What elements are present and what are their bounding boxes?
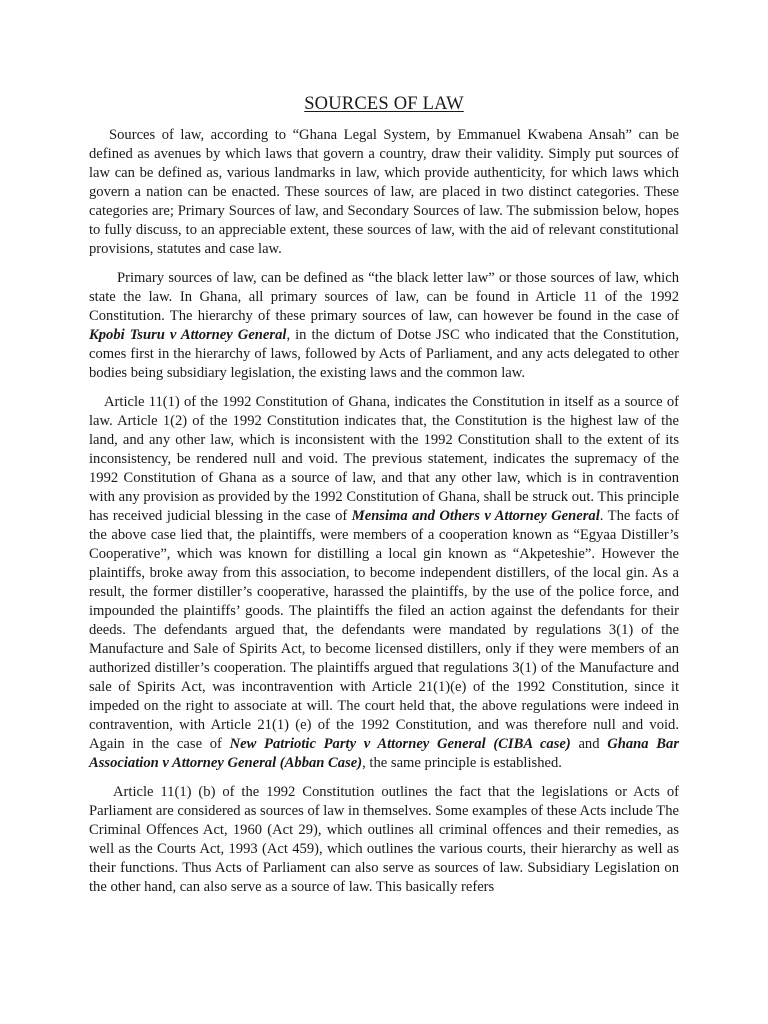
case-citation: Kpobi Tsuru v Attorney General [89, 327, 287, 343]
paragraph-acts-of-parliament: Article 11(1) (b) of the 1992 Constitution outlines the fact that the legislations or Acts of Parliament are considered as sources of law in themselves. Some examples of these Acts include The Criminal Offences Act, 1960 (Act 29), which outlines all criminal offences and their remedies, as well as the Courts Act, 1993 (Act 459), which outlines the various courts, their hierarchy as well as their functions. Thus Acts of Parliament can also serve as sources of law. Subsidiary Legislation on the other hand, can also serve as a source of law. This basically refers [89, 784, 679, 895]
case-citation: Mensima and Others v Attorney General [351, 508, 600, 524]
paragraph-text: and [570, 736, 608, 752]
paragraph-text: , the same principle is established. [362, 755, 562, 771]
case-citation: New Patriotic Party v Attorney General (CIBA case) [229, 736, 571, 752]
document-title: SOURCES OF LAW [304, 94, 464, 114]
paragraph-text: Article 11(1) of the 1992 Constitution of Ghana, indicates the Constitution in itself as a source of law. Article 1(2) of the 1992 Constitution indicates that, the Constitution is the highest law of the land, and any other law, which is inconsistent with the 1992 Constitution shall to the extent of its inconsistency, be rendered null and void. The previous statement, indicates the supremacy of the 1992 Constitution of Ghana as a source of law, and that any other law, which is in contravention with any provision as provided by the 1992 Constitution of Ghana, shall be struck out. This principle has received judicial blessing in the case of [89, 394, 679, 524]
paragraph-text: Primary sources of law, can be defined as “the black letter law” or those sources of law, which state the law. In Ghana, all primary sources of law, can be found in Article 11 of the 1992 Constitution. The hierarchy of these primary sources of law, can however be found in the case of [89, 270, 679, 324]
paragraph-text: , in the dictum of Dotse JSC who indicated that the Constitution, comes first in the hierarchy of laws, followed by Acts of Parliament, and any acts delegated to other bodies being subsidiary legislation, the existing laws and the common law. [89, 327, 679, 381]
paragraph-primary-sources [89, 269, 679, 383]
paragraph-intro: Sources of law, according to “Ghana Legal System, by Emmanuel Kwabena Ansah” can be defined as avenues by which laws that govern a country, draw their validity. Simply put sources of law can be defined as, various landmarks in law, which provide authenticity, for which laws which govern a nation can be enacted. These sources of law, are placed in two distinct categories. These categories are; Primary Sources of law, and Secondary Sources of law. The submission below, hopes to fully discuss, to an appreciable extent, these sources of law, with the aid of relevant constitutional provisions, statutes and case law. [89, 127, 679, 257]
paragraph-constitution [89, 393, 679, 773]
case-citation: Ghana Bar Association v Attorney General (Abban Case) [89, 736, 679, 771]
paragraph-text: . The facts of the above case lied that, the plaintiffs, were members of a cooperation known as “Egyaa Distiller’s Cooperative”, which was known for distilling a local gin known as “Akpeteshie”. However the plaintiffs, broke away from this association, to become independent distillers, of the local gin. As a result, the former distiller’s cooperative, harassed the plaintiffs, by the use of the police force, and impounded the plaintiffs’ goods. The plaintiffs the filed an action against the defendants for their deeds. The defendants argued that, the defendants were mandated by regulations 3(1) of the Manufacture and Sale of Spirits Act, to become licensed distillers, only if they were members of an authorized distiller’s cooperation. The plaintiffs argued that regulations 3(1) of the Manufacture and sale of Spirits Act, was incontravention with Article 21(1)(e) of the 1992 Constitution, since it impeded on the right to associate at will. The court held that, the above regulations were indeed in contravention, with Article 21(1) (e) of the 1992 Constitution, and was therefore null and void. Again in the case of [89, 508, 679, 752]
